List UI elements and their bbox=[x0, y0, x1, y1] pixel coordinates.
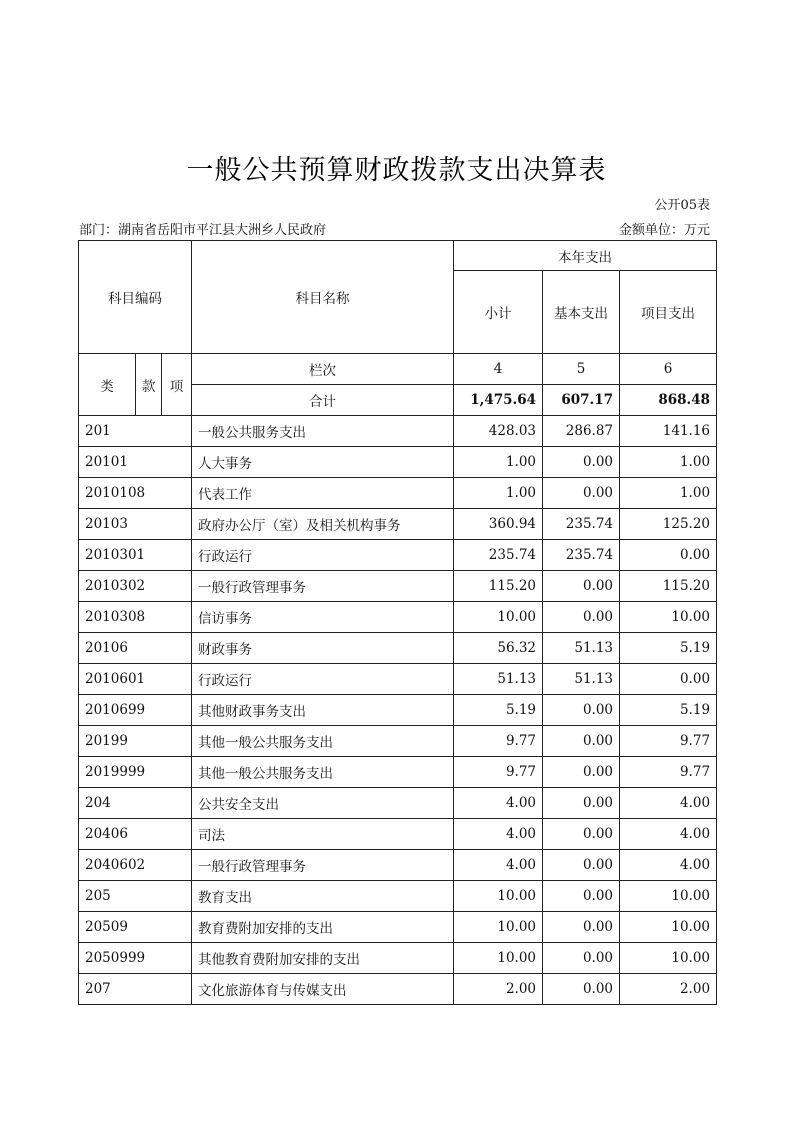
row-basic: 0.00 bbox=[543, 478, 620, 509]
row-code: 20509 bbox=[79, 912, 192, 943]
table-row bbox=[79, 509, 717, 540]
table-row bbox=[79, 664, 717, 695]
row-project: 141.16 bbox=[620, 416, 717, 447]
row-name: 代表工作 bbox=[192, 478, 454, 509]
row-code: 2019999 bbox=[79, 757, 192, 788]
row-basic: 0.00 bbox=[543, 726, 620, 757]
row-name: 教育费附加安排的支出 bbox=[192, 912, 454, 943]
row-basic: 51.13 bbox=[543, 633, 620, 664]
lanci-label: 栏次 bbox=[192, 354, 454, 385]
row-basic: 235.74 bbox=[543, 509, 620, 540]
row-project: 5.19 bbox=[620, 695, 717, 726]
row-code: 2050999 bbox=[79, 943, 192, 974]
row-name: 司法 bbox=[192, 819, 454, 850]
row-basic: 235.74 bbox=[543, 540, 620, 571]
row-basic: 0.00 bbox=[543, 602, 620, 633]
row-subtotal: 235.74 bbox=[454, 540, 543, 571]
row-code: 20106 bbox=[79, 633, 192, 664]
row-subtotal: 51.13 bbox=[454, 664, 543, 695]
row-basic: 0.00 bbox=[543, 695, 620, 726]
header-kuan: 款 bbox=[136, 354, 162, 416]
row-code: 2010308 bbox=[79, 602, 192, 633]
header-project-expense: 项目支出 bbox=[620, 271, 717, 354]
row-subtotal: 4.00 bbox=[454, 850, 543, 881]
row-code: 2010302 bbox=[79, 571, 192, 602]
row-subtotal: 115.20 bbox=[454, 571, 543, 602]
row-name: 教育支出 bbox=[192, 881, 454, 912]
table-row bbox=[79, 757, 717, 788]
lanci-5: 5 bbox=[543, 354, 620, 385]
table-row bbox=[79, 478, 717, 509]
table-row bbox=[79, 695, 717, 726]
budget-table bbox=[78, 240, 717, 1005]
table-row bbox=[79, 447, 717, 478]
table-row bbox=[79, 416, 717, 447]
page-title: 一般公共预算财政拨款支出决算表 bbox=[186, 155, 607, 186]
row-basic: 0.00 bbox=[543, 850, 620, 881]
row-subtotal: 4.00 bbox=[454, 788, 543, 819]
row-name: 一般行政管理事务 bbox=[192, 571, 454, 602]
row-subtotal: 1.00 bbox=[454, 447, 543, 478]
row-basic: 0.00 bbox=[543, 912, 620, 943]
row-code: 20199 bbox=[79, 726, 192, 757]
table-row bbox=[79, 819, 717, 850]
row-name: 行政运行 bbox=[192, 664, 454, 695]
row-project: 4.00 bbox=[620, 788, 717, 819]
row-subtotal: 9.77 bbox=[454, 726, 543, 757]
header-subtotal: 小计 bbox=[454, 271, 543, 354]
row-name: 人大事务 bbox=[192, 447, 454, 478]
row-code: 20101 bbox=[79, 447, 192, 478]
row-code: 2010301 bbox=[79, 540, 192, 571]
total-subtotal: 1,475.64 bbox=[454, 385, 543, 416]
row-project: 4.00 bbox=[620, 819, 717, 850]
row-basic: 0.00 bbox=[543, 571, 620, 602]
header-row-1 bbox=[79, 241, 717, 271]
row-subtotal: 1.00 bbox=[454, 478, 543, 509]
header-subject-code: 科目编码 bbox=[79, 241, 192, 354]
row-subtotal: 10.00 bbox=[454, 912, 543, 943]
row-project: 2.00 bbox=[620, 974, 717, 1005]
row-basic: 0.00 bbox=[543, 943, 620, 974]
row-project: 1.00 bbox=[620, 478, 717, 509]
row-project: 1.00 bbox=[620, 447, 717, 478]
table-row bbox=[79, 633, 717, 664]
row-project: 4.00 bbox=[620, 850, 717, 881]
row-basic: 0.00 bbox=[543, 881, 620, 912]
form-number: 公开05表 bbox=[654, 198, 710, 213]
table-row bbox=[79, 943, 717, 974]
row-subtotal: 5.19 bbox=[454, 695, 543, 726]
row-name: 公共安全支出 bbox=[192, 788, 454, 819]
row-project: 10.00 bbox=[620, 943, 717, 974]
row-subtotal: 56.32 bbox=[454, 633, 543, 664]
row-subtotal: 2.00 bbox=[454, 974, 543, 1005]
row-code: 201 bbox=[79, 416, 192, 447]
row-subtotal: 428.03 bbox=[454, 416, 543, 447]
row-basic: 51.13 bbox=[543, 664, 620, 695]
row-code: 207 bbox=[79, 974, 192, 1005]
table-row bbox=[79, 726, 717, 757]
row-name: 信访事务 bbox=[192, 602, 454, 633]
row-project: 9.77 bbox=[620, 757, 717, 788]
total-project: 868.48 bbox=[620, 385, 717, 416]
row-subtotal: 4.00 bbox=[454, 819, 543, 850]
row-name: 其他财政事务支出 bbox=[192, 695, 454, 726]
total-label: 合计 bbox=[192, 385, 454, 416]
row-name: 文化旅游体育与传媒支出 bbox=[192, 974, 454, 1005]
row-name: 一般行政管理事务 bbox=[192, 850, 454, 881]
row-subtotal: 10.00 bbox=[454, 881, 543, 912]
row-name: 政府办公厅（室）及相关机构事务 bbox=[192, 509, 454, 540]
row-basic: 0.00 bbox=[543, 447, 620, 478]
lanci-4: 4 bbox=[454, 354, 543, 385]
row-name: 一般公共服务支出 bbox=[192, 416, 454, 447]
table-row bbox=[79, 571, 717, 602]
lanci-6: 6 bbox=[620, 354, 717, 385]
row-project: 0.00 bbox=[620, 664, 717, 695]
row-code: 20103 bbox=[79, 509, 192, 540]
table-row bbox=[79, 974, 717, 1005]
row-project: 115.20 bbox=[620, 571, 717, 602]
row-subtotal: 360.94 bbox=[454, 509, 543, 540]
row-code: 2010699 bbox=[79, 695, 192, 726]
table-row bbox=[79, 881, 717, 912]
header-lei: 类 bbox=[79, 354, 136, 416]
row-name: 行政运行 bbox=[192, 540, 454, 571]
table-row bbox=[79, 912, 717, 943]
row-project: 0.00 bbox=[620, 540, 717, 571]
header-basic-expense: 基本支出 bbox=[543, 271, 620, 354]
row-project: 10.00 bbox=[620, 912, 717, 943]
row-project: 125.20 bbox=[620, 509, 717, 540]
table-row bbox=[79, 788, 717, 819]
header-current-year-expense: 本年支出 bbox=[454, 241, 717, 271]
row-project: 10.00 bbox=[620, 881, 717, 912]
row-code: 20406 bbox=[79, 819, 192, 850]
row-project: 10.00 bbox=[620, 602, 717, 633]
row-name: 其他一般公共服务支出 bbox=[192, 726, 454, 757]
row-basic: 286.87 bbox=[543, 416, 620, 447]
row-code: 2040602 bbox=[79, 850, 192, 881]
row-basic: 0.00 bbox=[543, 819, 620, 850]
unit-label: 金额单位：万元 bbox=[618, 223, 710, 238]
table-row bbox=[79, 540, 717, 571]
row-basic: 0.00 bbox=[543, 974, 620, 1005]
row-name: 其他一般公共服务支出 bbox=[192, 757, 454, 788]
row-code: 205 bbox=[79, 881, 192, 912]
row-project: 9.77 bbox=[620, 726, 717, 757]
total-basic: 607.17 bbox=[543, 385, 620, 416]
table-row bbox=[79, 850, 717, 881]
row-code: 204 bbox=[79, 788, 192, 819]
row-subtotal: 10.00 bbox=[454, 943, 543, 974]
row-subtotal: 10.00 bbox=[454, 602, 543, 633]
row-name: 其他教育费附加安排的支出 bbox=[192, 943, 454, 974]
header-xiang: 项 bbox=[162, 354, 192, 416]
row-project: 5.19 bbox=[620, 633, 717, 664]
row-name: 财政事务 bbox=[192, 633, 454, 664]
header-subject-name: 科目名称 bbox=[192, 241, 454, 354]
table-row bbox=[79, 602, 717, 633]
lanci-row bbox=[79, 354, 717, 385]
department-label: 部门：湖南省岳阳市平江县大洲乡人民政府 bbox=[79, 223, 327, 238]
row-code: 2010108 bbox=[79, 478, 192, 509]
row-basic: 0.00 bbox=[543, 757, 620, 788]
row-basic: 0.00 bbox=[543, 788, 620, 819]
row-code: 2010601 bbox=[79, 664, 192, 695]
row-subtotal: 9.77 bbox=[454, 757, 543, 788]
